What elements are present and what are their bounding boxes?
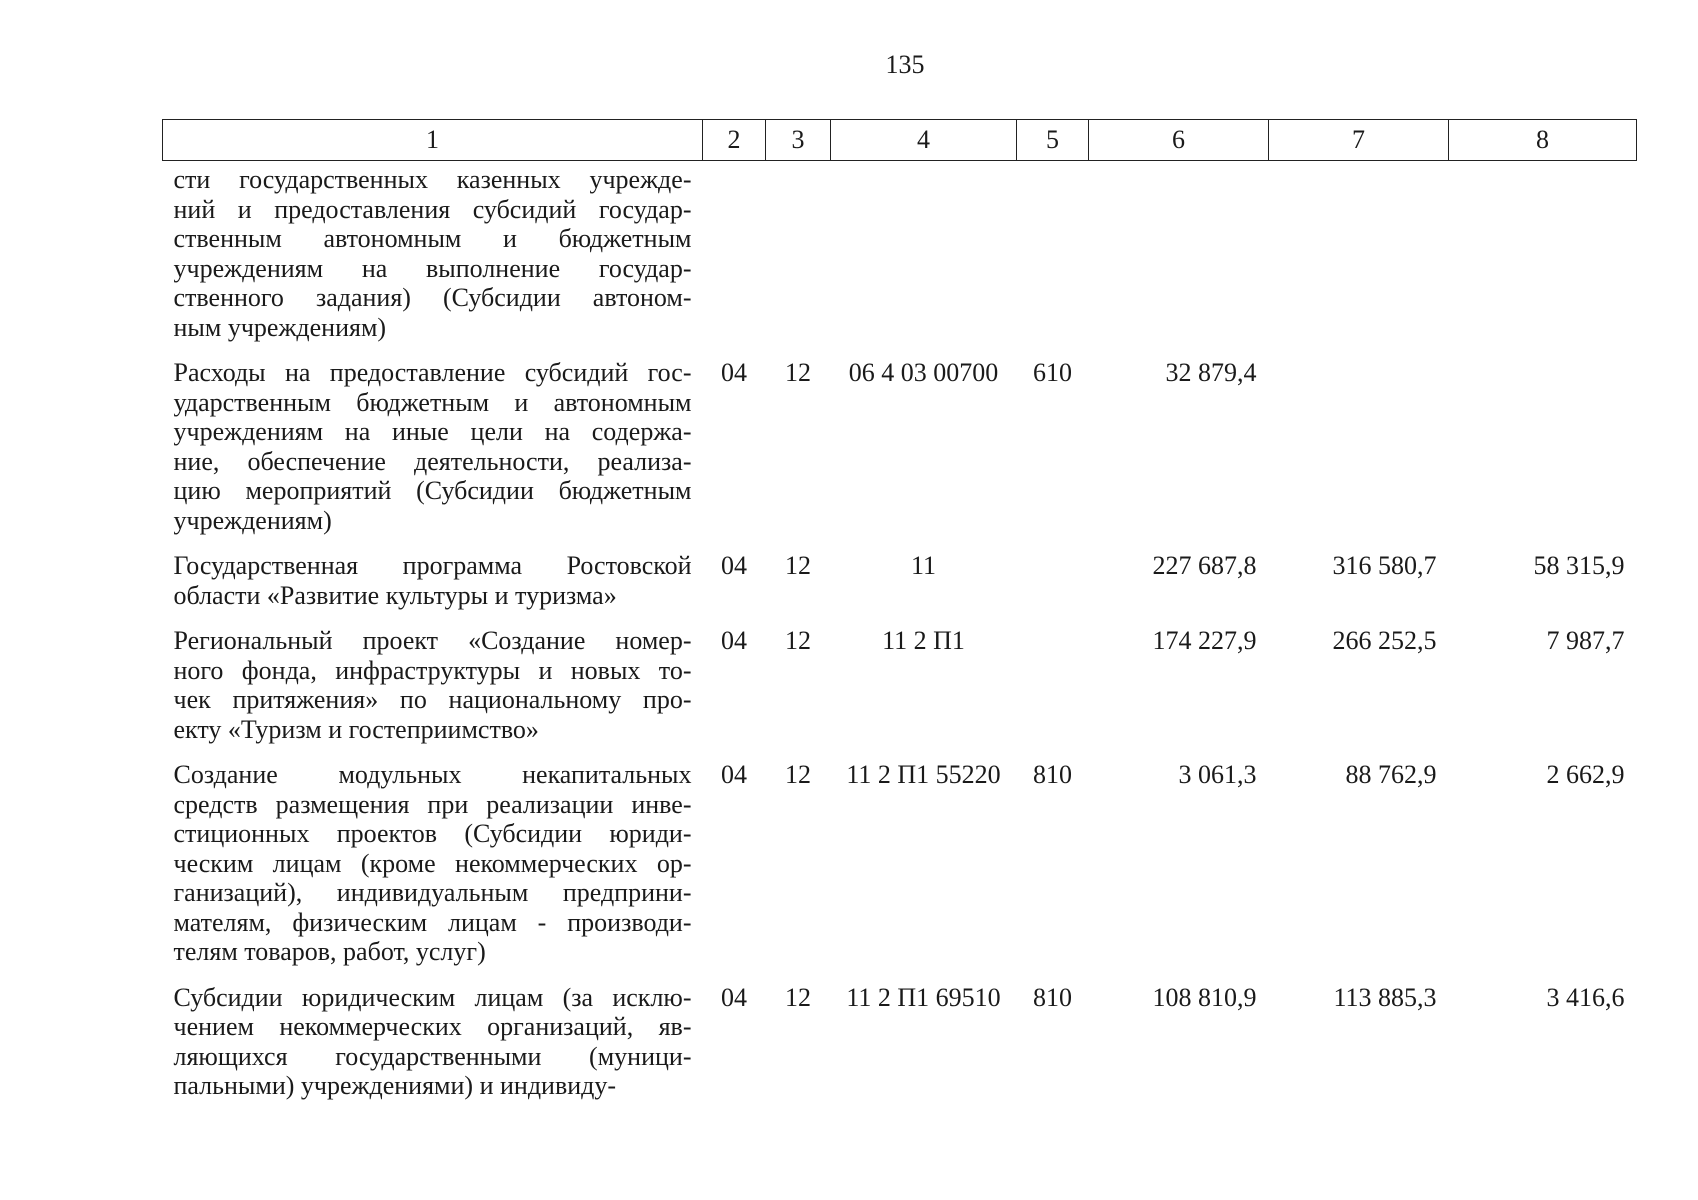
row-target-article: 11 2 П1 69510 xyxy=(846,982,1001,1012)
description-line: ляющихся государственными (муници- xyxy=(173,1041,692,1071)
description-line: екту «Туризм и гостеприимство» xyxy=(173,714,539,744)
row-amount-col-7: 266 252,5 xyxy=(1332,626,1437,655)
row-section-code: 04 xyxy=(721,626,747,655)
description-line: мателям, физическим лицам - производи- xyxy=(173,907,692,937)
description-line: учреждениям на иные цели на содержа- xyxy=(173,417,692,446)
row-amount-col-7 xyxy=(1269,161,1449,359)
description-line: стиционных проектов (Субсидии юриди- xyxy=(173,819,692,848)
row-amount-col-8 xyxy=(1449,161,1637,359)
description-line: ударственным бюджетным и автономным xyxy=(173,387,692,417)
row-amount-col-6: 174 227,9 xyxy=(1152,626,1257,655)
header-col-6: 6 xyxy=(1089,120,1269,161)
header-col-2: 2 xyxy=(703,120,766,161)
description-line: пальными) учреждениями) и индивиду- xyxy=(173,1071,617,1100)
description-line: чек притяжения» по национальному про- xyxy=(173,685,692,714)
description-line: ганизаций), индивидуальным предприни- xyxy=(173,878,692,907)
header-col-7: 7 xyxy=(1269,120,1449,161)
row-amount-col-8: 7 987,7 xyxy=(1546,626,1625,655)
row-amount-col-6: 108 810,9 xyxy=(1152,982,1257,1012)
row-section-code: 04 xyxy=(721,760,747,789)
row-subsection-code xyxy=(766,161,831,359)
row-target-article: 11 xyxy=(910,551,937,580)
row-description xyxy=(163,358,703,551)
description-line: Государственная программа Ростовской xyxy=(173,551,692,580)
row-target-article: 11 2 П1 xyxy=(882,626,965,655)
row-section-code xyxy=(703,161,766,359)
table-row xyxy=(163,760,1637,983)
description-line: телям товаров, работ, услуг) xyxy=(173,937,486,966)
row-subsection-code: 12 xyxy=(785,626,811,655)
description-line: ческим лицам (кроме некоммерческих ор- xyxy=(173,848,692,878)
row-section-code: 04 xyxy=(721,358,747,387)
description-line: учреждениям) xyxy=(173,505,332,535)
row-amount-col-7: 113 885,3 xyxy=(1333,982,1437,1012)
table-row xyxy=(163,626,1637,760)
description-line: ным учреждениям) xyxy=(173,312,387,342)
row-description xyxy=(163,626,703,760)
description-line: ние, обеспечение деятельности, реализа- xyxy=(173,446,692,476)
row-subsection-code: 12 xyxy=(785,760,811,789)
row-amount-col-6: 227 687,8 xyxy=(1152,551,1257,580)
header-col-3: 3 xyxy=(766,120,831,161)
header-col-4: 4 xyxy=(831,120,1017,161)
description-line: Расходы на предоставление субсидий гос- xyxy=(173,358,692,387)
row-description xyxy=(163,551,703,626)
row-description xyxy=(163,161,703,359)
row-subsection-code: 12 xyxy=(785,358,811,387)
description-line: чением некоммерческих организаций, яв- xyxy=(173,1012,692,1041)
row-expense-type xyxy=(1017,551,1089,626)
description-line: цию мероприятий (Субсидии бюджетным xyxy=(173,476,692,505)
budget-table xyxy=(162,119,1637,1117)
row-expense-type: 810 xyxy=(1033,982,1072,1012)
row-amount-col-6 xyxy=(1089,161,1269,359)
row-expense-type: 810 xyxy=(1033,760,1072,789)
table-body xyxy=(163,161,1637,1117)
row-subsection-code: 12 xyxy=(785,982,811,1012)
header-row xyxy=(163,120,1637,161)
table-row xyxy=(163,551,1637,626)
row-target-article: 11 2 П1 55220 xyxy=(846,760,1001,789)
description-line: области «Развитие культуры и туризма» xyxy=(173,580,617,610)
description-line: Создание модульных некапитальных xyxy=(173,760,692,789)
row-amount-col-7 xyxy=(1269,358,1449,551)
header-col-5: 5 xyxy=(1017,120,1089,161)
row-amount-col-8: 3 416,6 xyxy=(1546,982,1625,1012)
page-number: 135 xyxy=(885,50,925,79)
row-description xyxy=(163,760,703,983)
row-amount-col-8: 58 315,9 xyxy=(1533,551,1625,580)
description-line: учреждениям на выполнение государ- xyxy=(173,253,692,283)
header-col-8: 8 xyxy=(1449,120,1637,161)
description-line: Региональный проект «Создание номер- xyxy=(173,626,692,655)
row-section-code: 04 xyxy=(721,982,747,1012)
table-row xyxy=(163,161,1637,359)
row-expense-type: 610 xyxy=(1033,358,1072,387)
description-line: ного фонда, инфраструктуры и новых то- xyxy=(173,655,692,685)
description-line: ний и предоставления субсидий государ- xyxy=(173,194,692,224)
row-description xyxy=(163,983,703,1117)
row-amount-col-6: 32 879,4 xyxy=(1165,358,1257,387)
table-row xyxy=(163,358,1637,551)
row-target-article: 06 4 03 00700 xyxy=(848,358,999,387)
description-line: ственного задания) (Субсидии автоном- xyxy=(173,283,692,312)
row-expense-type xyxy=(1017,626,1089,760)
table-row xyxy=(163,983,1637,1117)
row-amount-col-7: 316 580,7 xyxy=(1332,551,1437,580)
row-subsection-code: 12 xyxy=(785,551,811,580)
description-line: сти государственных казенных учрежде- xyxy=(173,165,692,194)
row-amount-col-8 xyxy=(1449,358,1637,551)
description-line: Субсидии юридическим лицам (за исклю- xyxy=(173,982,692,1012)
table-header xyxy=(163,120,1637,161)
row-amount-col-7: 88 762,9 xyxy=(1345,760,1437,789)
row-target-article xyxy=(831,161,1017,359)
row-amount-col-8: 2 662,9 xyxy=(1546,760,1625,789)
description-line: ственным автономным и бюджетным xyxy=(173,224,692,253)
row-section-code: 04 xyxy=(721,551,747,580)
description-line: средств размещения при реализации инве- xyxy=(173,789,692,819)
row-expense-type xyxy=(1017,161,1089,359)
header-col-1: 1 xyxy=(163,120,703,161)
row-amount-col-6: 3 061,3 xyxy=(1178,760,1257,789)
